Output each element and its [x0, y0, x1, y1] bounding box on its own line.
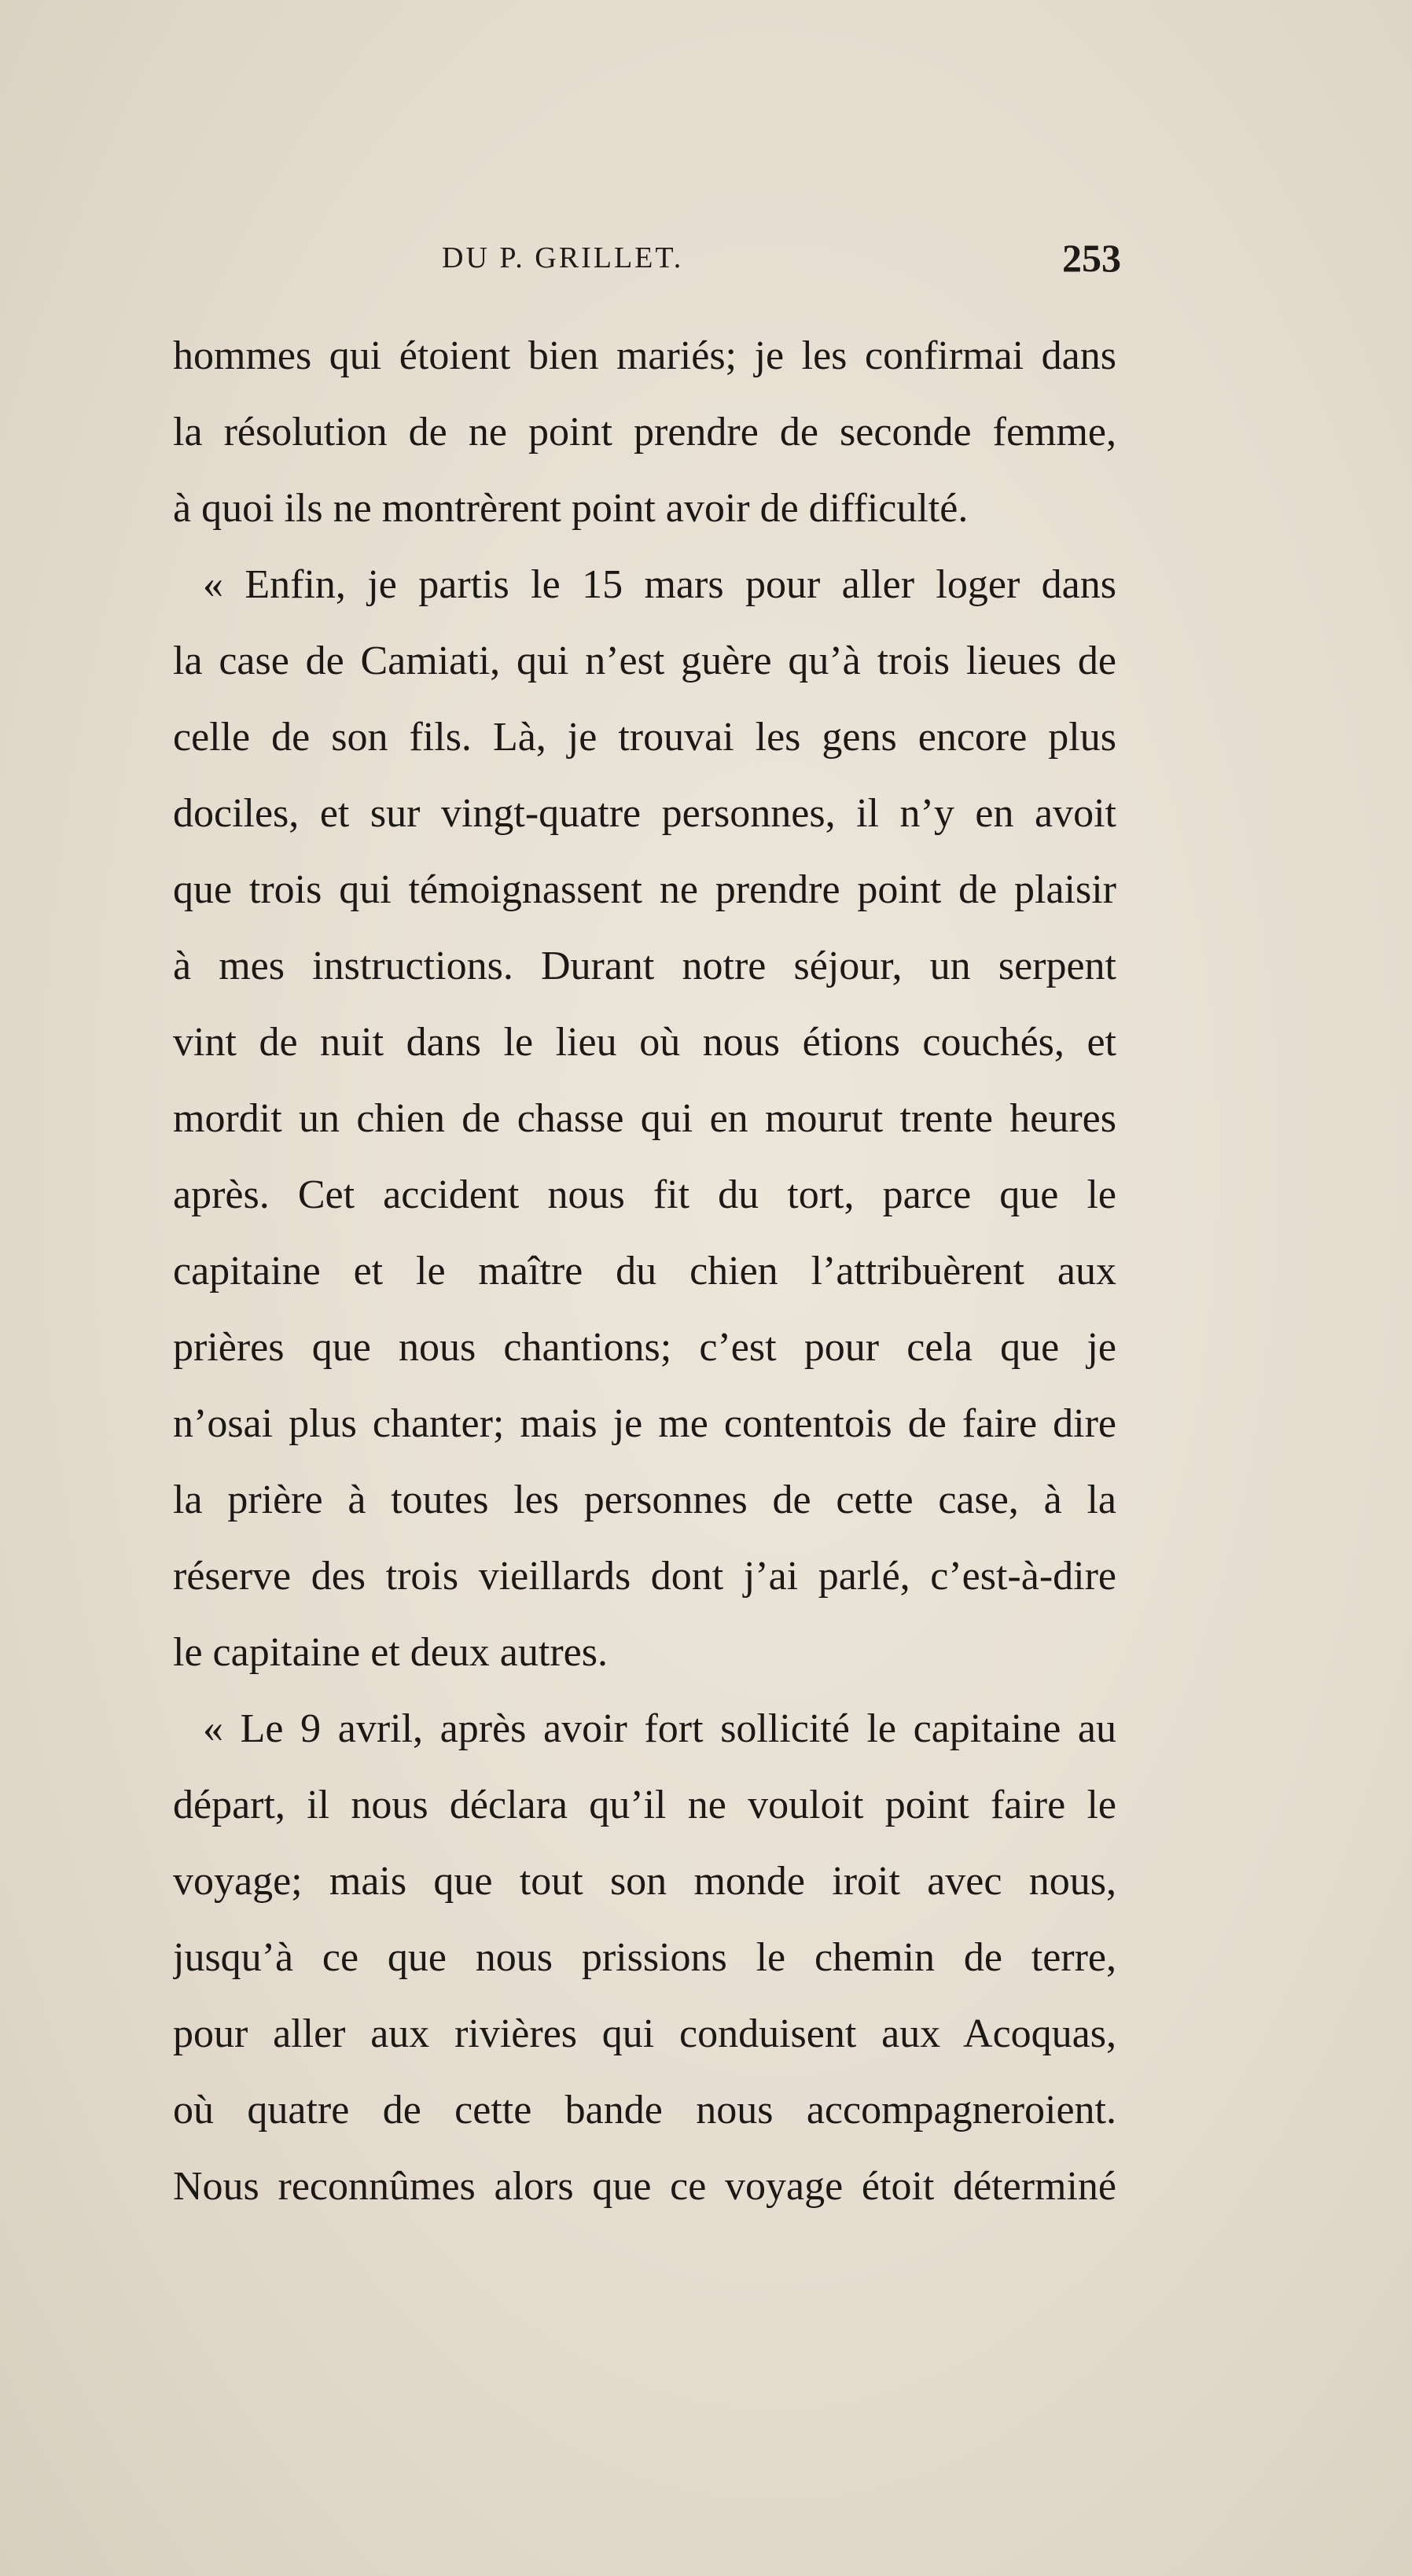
text-line: voyage; mais que tout son monde iroit avec nous, — [173, 1859, 1116, 1904]
text-line: n’osai plus chanter; mais je me contentois de faire dire — [173, 1401, 1116, 1446]
text-line: mordit un chien de chasse qui en mourut trente heures — [173, 1096, 1116, 1141]
text-line: la prière à toutes les personnes de cette case, à la — [173, 1478, 1116, 1522]
text-line: que trois qui témoignassent ne prendre point de plaisir — [173, 867, 1116, 912]
text-line: prières que nous chantions; c’est pour cela que je — [173, 1325, 1116, 1370]
text-line: départ, il nous déclara qu’il ne vouloit point faire le — [173, 1783, 1116, 1827]
text-line: Nous reconnûmes alors que ce voyage étoit déterminé — [173, 2164, 1116, 2209]
text-line: hommes qui étoient bien mariés; je les confirmai dans — [173, 333, 1116, 378]
text-line: « Le 9 avril, après avoir fort sollicité le capitaine au — [203, 1706, 1116, 1751]
text-line: vint de nuit dans le lieu où nous étions couchés, et — [173, 1020, 1116, 1065]
text-line: à mes instructions. Durant notre séjour, un serpent — [173, 944, 1116, 988]
text-line: la case de Camiati, qui n’est guère qu’à trois lieues de — [173, 638, 1116, 683]
text-line: réserve des trois vieillards dont j’ai parlé, c’est-à-dire — [173, 1554, 1116, 1599]
page-number: 253 — [1062, 236, 1121, 280]
text-line: après. Cet accident nous fit du tort, parce que le — [173, 1172, 1116, 1217]
text-line: capitaine et le maître du chien l’attribuèrent aux — [173, 1249, 1116, 1294]
running-title: DU P. GRILLET. — [442, 241, 684, 274]
text-line: la résolution de ne point prendre de seconde femme, — [173, 410, 1116, 454]
text-line: où quatre de cette bande nous accompagneroient. — [173, 2088, 1116, 2133]
text-line: pour aller aux rivières qui conduisent aux Acoquas, — [173, 2011, 1116, 2056]
text-line: le capitaine et deux autres. — [173, 1630, 608, 1675]
page-header — [0, 234, 1412, 282]
text-line: « Enfin, je partis le 15 mars pour aller loger dans — [203, 562, 1116, 607]
text-line: jusqu’à ce que nous prissions le chemin de terre, — [173, 1935, 1116, 1980]
text-line: dociles, et sur vingt-quatre personnes, il n’y en avoit — [173, 791, 1116, 836]
text-line: à quoi ils ne montrèrent point avoir de difficulté. — [173, 486, 969, 531]
body-text — [173, 318, 1116, 2225]
text-line: celle de son fils. Là, je trouvai les gens encore plus — [173, 715, 1116, 760]
